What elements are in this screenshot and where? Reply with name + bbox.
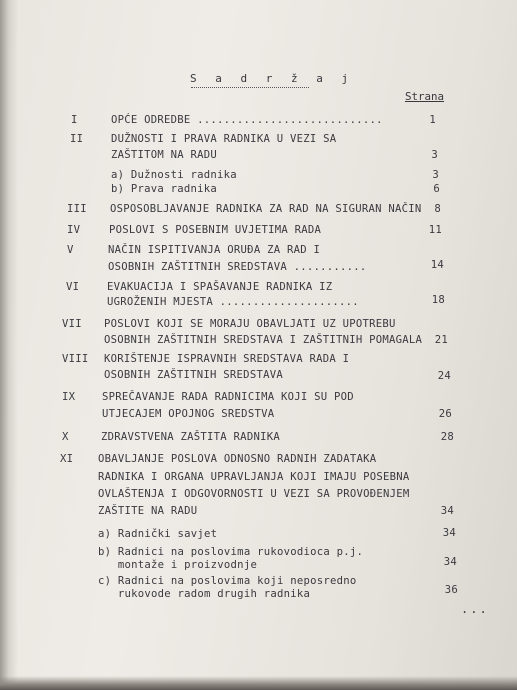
- entry-title: OSOBNIH ZAŠTITNIH SREDSTAVA: [104, 369, 283, 381]
- entry-title: UGROŽENIH MJESTA .....................: [107, 296, 359, 308]
- entry-page: 24: [437, 370, 451, 382]
- entry-page: 36: [444, 584, 458, 596]
- subentry-title: rukovode radom drugih radnika: [98, 588, 311, 600]
- entry-page: 6: [433, 183, 440, 195]
- entry-number: VIII: [62, 353, 89, 365]
- entry-page: 34: [442, 527, 456, 539]
- page-fold-shadow: [0, 0, 18, 690]
- entry-title: EVAKUACIJA I SPAŠAVANJE RADNIKA IZ: [107, 281, 333, 293]
- entry-title: NAČIN ISPITIVANJA ORUĐA ZA RAD I: [108, 244, 321, 256]
- entry-page: 34: [440, 505, 454, 517]
- entry-page: 28: [440, 431, 454, 443]
- entry-title: POSLOVI S POSEBNIM UVJETIMA RADA: [109, 224, 322, 236]
- entry-title: ZDRAVSTVENA ZAŠTITA RADNIKA: [101, 431, 280, 443]
- entry-title: UTJECAJEM OPOJNOG SREDSTVA: [102, 408, 275, 420]
- entry-page: 1: [429, 114, 436, 126]
- subentry-title: a) Dužnosti radnika: [111, 169, 237, 181]
- entry-number: X: [62, 431, 69, 443]
- entry-number: IX: [62, 391, 76, 403]
- entry-title: OVLAŠTENJA I ODGOVORNOSTI U VEZI SA PROVOĐENJEM: [98, 488, 410, 500]
- entry-page: 8: [434, 203, 441, 215]
- entry-title: KORIŠTENJE ISPRAVNIH SREDSTAVA RADA I: [104, 353, 350, 365]
- subentry-title: b) Radnici na poslovima rukovodioca p.j.: [98, 546, 364, 558]
- entry-page: 3: [431, 149, 438, 161]
- entry-number: IV: [67, 224, 81, 236]
- title-underline: [191, 87, 309, 88]
- entry-title: OSOBNIH ZAŠTITNIH SREDSTAVA ...........: [108, 261, 367, 273]
- entry-number: XI: [60, 453, 74, 465]
- entry-title: OSPOSOBLJAVANJE RADNIKA ZA RAD NA SIGURAN NAČIN: [110, 203, 422, 215]
- entry-title: POSLOVI KOJI SE MORAJU OBAVLJATI UZ UPOTREBU: [104, 318, 396, 330]
- subentry-title: montaže i proizvodnje: [98, 559, 258, 571]
- entry-page: 11: [428, 224, 442, 236]
- entry-page: 34: [443, 556, 457, 568]
- entry-number: VII: [62, 318, 82, 330]
- continuation-marker: ...: [461, 602, 489, 616]
- subentry-title: a) Radnički savjet: [98, 528, 218, 540]
- entry-number: III: [67, 203, 87, 215]
- entry-number: I: [71, 114, 78, 126]
- entry-number: V: [67, 244, 74, 256]
- subentry-title: b) Prava radnika: [111, 183, 218, 195]
- entry-title: DUŽNOSTI I PRAVA RADNIKA U VEZI SA: [111, 133, 337, 145]
- entry-title: SPREČAVANJE RADA RADNICIMA KOJI SU POD: [102, 391, 354, 403]
- entry-page: 3: [432, 169, 439, 181]
- page-column-header: Strana: [405, 90, 445, 103]
- entry-page: 26: [438, 408, 452, 420]
- entry-title: ZAŠTITE NA RADU: [98, 505, 198, 517]
- entry-title: OSOBNIH ZAŠTITNIH SREDSTAVA I ZAŠTITNIH POMAGALA: [104, 334, 423, 346]
- entry-page: 21: [434, 334, 448, 346]
- page-bottom-shadow: [0, 676, 517, 690]
- entry-page: 18: [431, 294, 445, 306]
- entry-title: ZAŠTITOM NA RADU: [111, 149, 218, 161]
- entry-title: OBAVLJANJE POSLOVA ODNOSNO RADNIH ZADATAKA: [98, 453, 377, 465]
- entry-number: II: [70, 133, 84, 145]
- entry-number: VI: [66, 281, 80, 293]
- entry-page: 14: [430, 259, 444, 271]
- subentry-title: c) Radnici na poslovima koji neposredno: [98, 575, 357, 587]
- entry-title: OPĆE ODREDBE ............................: [111, 114, 383, 126]
- page-title: S a d r ž a j: [190, 72, 355, 85]
- entry-title: RADNIKA I ORGANA UPRAVLJANJA KOJI IMAJU POSEBNA: [98, 471, 410, 483]
